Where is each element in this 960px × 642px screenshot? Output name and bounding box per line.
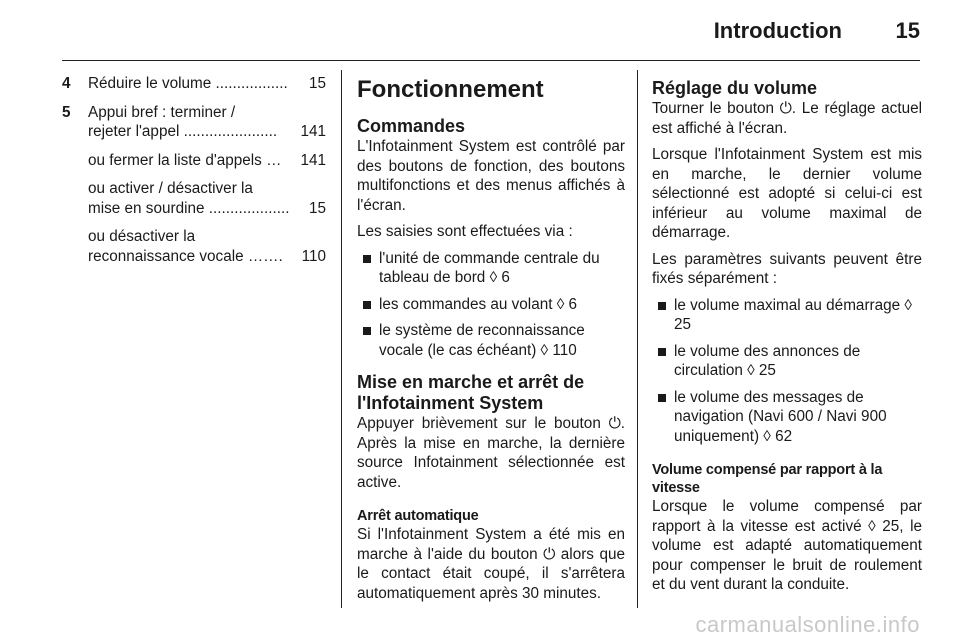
- bullet-text: le volume des annonces de circulation ◊ 25: [674, 342, 861, 379]
- page-ref: 15: [308, 75, 326, 92]
- paragraph: Lorsque l'Infotainment System est mis en marche, le dernier volume sélectionné est adopté si celui-ci est inférieur au volume maximal de démarrage.: [652, 146, 922, 241]
- header-rule: [62, 60, 920, 61]
- bullet-icon: [658, 348, 666, 356]
- subsection-heading: Volume compensé par rapport à la vitesse: [652, 462, 883, 496]
- section-heading: Commandes: [357, 116, 466, 136]
- list-continuation: [88, 227, 326, 266]
- list-continuation: [88, 151, 326, 171]
- controls-list-column: [62, 74, 326, 275]
- operation-column: [357, 74, 625, 610]
- paragraph: Les saisies sont effectuées via :: [357, 223, 573, 240]
- watermark: carmanualsonline.info: [695, 612, 920, 637]
- bullet-item: [363, 321, 625, 360]
- page-ref: 141: [300, 123, 326, 140]
- item-text: Réduire le volume .................: [88, 75, 288, 92]
- bullet-text: le système de reconnaissance vocale (le cas échéant) ◊ 110: [379, 322, 585, 359]
- paragraph: Tourner le bouton ⏻. Le réglage actuel est affiché à l'écran.: [652, 100, 922, 137]
- paragraph: Les paramètres suivants peuvent être fixés séparément :: [652, 250, 922, 287]
- bullet-icon: [363, 327, 371, 335]
- bullet-text: le volume des messages de navigation (Navi 600 / Navi 900 uniquement) ◊ 62: [674, 388, 887, 445]
- page-header: [0, 0, 960, 62]
- bullet-item: [658, 296, 922, 335]
- list-item: [62, 74, 326, 94]
- bullet-item: [363, 249, 625, 288]
- item-text: reconnaissance vocale …….: [88, 247, 283, 265]
- subsection-heading: Arrêt automatique: [357, 508, 479, 524]
- item-text: ou désactiver la: [88, 228, 196, 245]
- list-item: [62, 103, 326, 142]
- page-number: 15: [895, 18, 920, 43]
- list-continuation: [88, 179, 326, 218]
- bullet-text: le volume maximal au démarrage ◊ 25: [674, 296, 912, 333]
- paragraph: L'Infotainment System est contrôlé par des boutons de fonction, des boutons multifonctions et des menus affichés à l'écran.: [357, 138, 625, 214]
- bullet-icon: [363, 301, 371, 309]
- item-text: mise en sourdine ...................: [88, 199, 290, 217]
- item-text: rejeter l'appel ......................: [88, 123, 278, 140]
- bullet-icon: [658, 394, 666, 402]
- page-ref: 15: [308, 199, 326, 217]
- bullet-item: [363, 295, 625, 315]
- bullet-item: [658, 342, 922, 381]
- section-heading: Mise en marche et arrêt de l'Infotainment System: [357, 372, 585, 413]
- item-text: Appui bref : terminer /: [88, 103, 236, 121]
- paragraph: Lorsque le volume compensé par rapport à la vitesse est activé ◊ 25, le volume est adapté automatiquement pour compenser le bruit de roulement et du vent durant la conduite.: [652, 498, 922, 593]
- paragraph: Si l'Infotainment System a été mis en marche à l'aide du bouton ⏻ alors que le contact était coupé, il s'arrêtera automatiquement après 30 minutes.: [357, 526, 625, 602]
- item-text: ou fermer la liste d'appels …: [88, 151, 282, 169]
- bullet-text: l'unité de commande centrale du tableau de bord ◊ 6: [379, 249, 600, 286]
- section-heading: Réglage du volume: [652, 78, 818, 98]
- volume-column: [652, 74, 922, 602]
- chapter-heading: Fonctionnement: [357, 76, 544, 103]
- bullet-text: les commandes au volant ◊ 6: [379, 295, 578, 313]
- item-number: 4: [62, 75, 71, 92]
- page-ref: 141: [300, 151, 326, 169]
- paragraph: Appuyer brièvement sur le bouton ⏻. Après la mise en marche, la dernière source Infotainment sélectionnée est active.: [357, 415, 625, 491]
- item-text: ou activer / désactiver la: [88, 180, 253, 197]
- section-title: Introduction: [713, 18, 842, 43]
- page-ref: 110: [301, 247, 326, 265]
- column-divider: [637, 70, 638, 608]
- column-divider: [341, 70, 342, 608]
- bullet-icon: [363, 255, 371, 263]
- item-number: 5: [62, 103, 71, 121]
- bullet-item: [658, 388, 922, 447]
- bullet-icon: [658, 302, 666, 310]
